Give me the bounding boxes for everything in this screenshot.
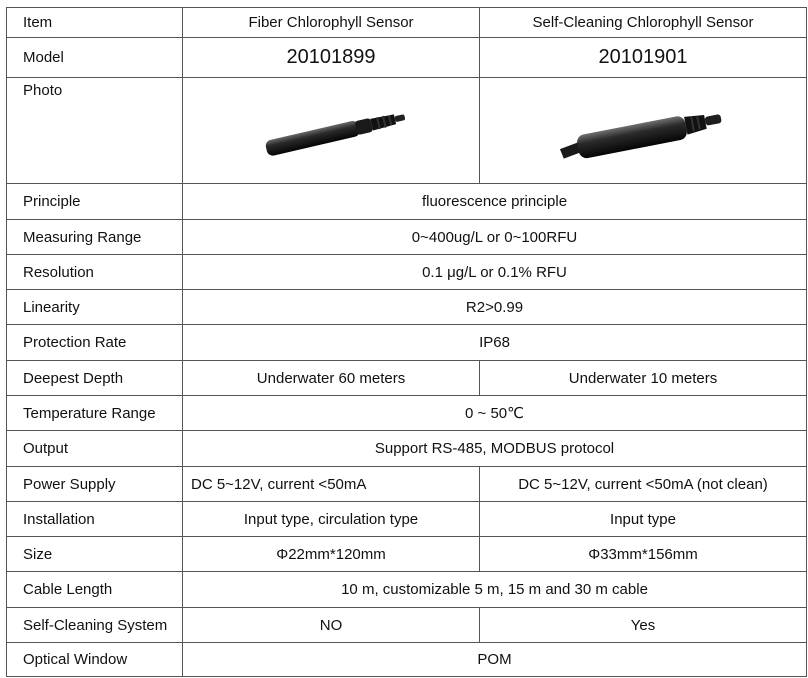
temperature-range-row: [7, 396, 807, 431]
cable-length-label: Cable Length: [7, 572, 183, 608]
measuring-range-value: 0~400ug/L or 0~100RFU: [183, 220, 807, 255]
self-cleaning-fiber: NO: [183, 608, 480, 643]
linearity-value: R2>0.99: [183, 290, 807, 325]
power-supply-fiber: DC 5~12V, current <50mA: [183, 467, 480, 502]
header-fiber-sensor: Fiber Chlorophyll Sensor: [183, 8, 480, 38]
self-cleaning-self-cleaning: Yes: [480, 608, 807, 643]
self-cleaning-label: Self-Cleaning System: [7, 608, 183, 643]
deepest-depth-row: [7, 361, 807, 396]
spec-table: [6, 7, 807, 677]
optical-window-value: POM: [183, 643, 807, 677]
resolution-row: [7, 255, 807, 290]
principle-value: fluorescence principle: [183, 184, 807, 220]
protection-rate-row: [7, 325, 807, 361]
installation-fiber: Input type, circulation type: [183, 502, 480, 537]
temperature-range-value: 0 ~ 50℃: [183, 396, 807, 431]
installation-self-cleaning: Input type: [480, 502, 807, 537]
model-fiber: 20101899: [183, 38, 480, 78]
principle-label: Principle: [7, 184, 183, 220]
power-supply-self-cleaning: DC 5~12V, current <50mA (not clean): [480, 467, 807, 502]
resolution-value: 0.1 μg/L or 0.1% RFU: [183, 255, 807, 290]
cable-length-value: 10 m, customizable 5 m, 15 m and 30 m cable: [183, 572, 807, 608]
size-label: Size: [7, 537, 183, 572]
model-self-cleaning: 20101901: [480, 38, 807, 78]
installation-row: [7, 502, 807, 537]
output-value: Support RS-485, MODBUS protocol: [183, 431, 807, 467]
deepest-depth-self-cleaning: Underwater 10 meters: [480, 361, 807, 396]
optical-window-row: [7, 643, 807, 677]
photo-fiber: [183, 78, 480, 184]
header-row: [7, 8, 807, 38]
photo-self-cleaning: [480, 78, 807, 184]
output-label: Output: [7, 431, 183, 467]
model-label: Model: [7, 38, 183, 78]
principle-row: [7, 184, 807, 220]
size-row: [7, 537, 807, 572]
protection-rate-label: Protection Rate: [7, 325, 183, 361]
optical-window-label: Optical Window: [7, 643, 183, 677]
photo-row: [7, 78, 807, 184]
linearity-row: [7, 290, 807, 325]
header-item: Item: [7, 8, 183, 38]
size-self-cleaning: Φ33mm*156mm: [480, 537, 807, 572]
self-cleaning-row: [7, 608, 807, 643]
self-cleaning-sensor-image: [548, 91, 738, 171]
resolution-label: Resolution: [7, 255, 183, 290]
measuring-range-label: Measuring Range: [7, 220, 183, 255]
linearity-label: Linearity: [7, 290, 183, 325]
output-row: [7, 431, 807, 467]
power-supply-label: Power Supply: [7, 467, 183, 502]
temperature-range-label: Temperature Range: [7, 396, 183, 431]
protection-rate-value: IP68: [183, 325, 807, 361]
deepest-depth-label: Deepest Depth: [7, 361, 183, 396]
header-self-cleaning-sensor: Self-Cleaning Chlorophyll Sensor: [480, 8, 807, 38]
measuring-range-row: [7, 220, 807, 255]
cable-length-row: [7, 572, 807, 608]
power-supply-row: [7, 467, 807, 502]
fiber-sensor-image: [246, 96, 416, 166]
installation-label: Installation: [7, 502, 183, 537]
photo-label: Photo: [7, 78, 183, 184]
model-row: [7, 38, 807, 78]
size-fiber: Φ22mm*120mm: [183, 537, 480, 572]
deepest-depth-fiber: Underwater 60 meters: [183, 361, 480, 396]
